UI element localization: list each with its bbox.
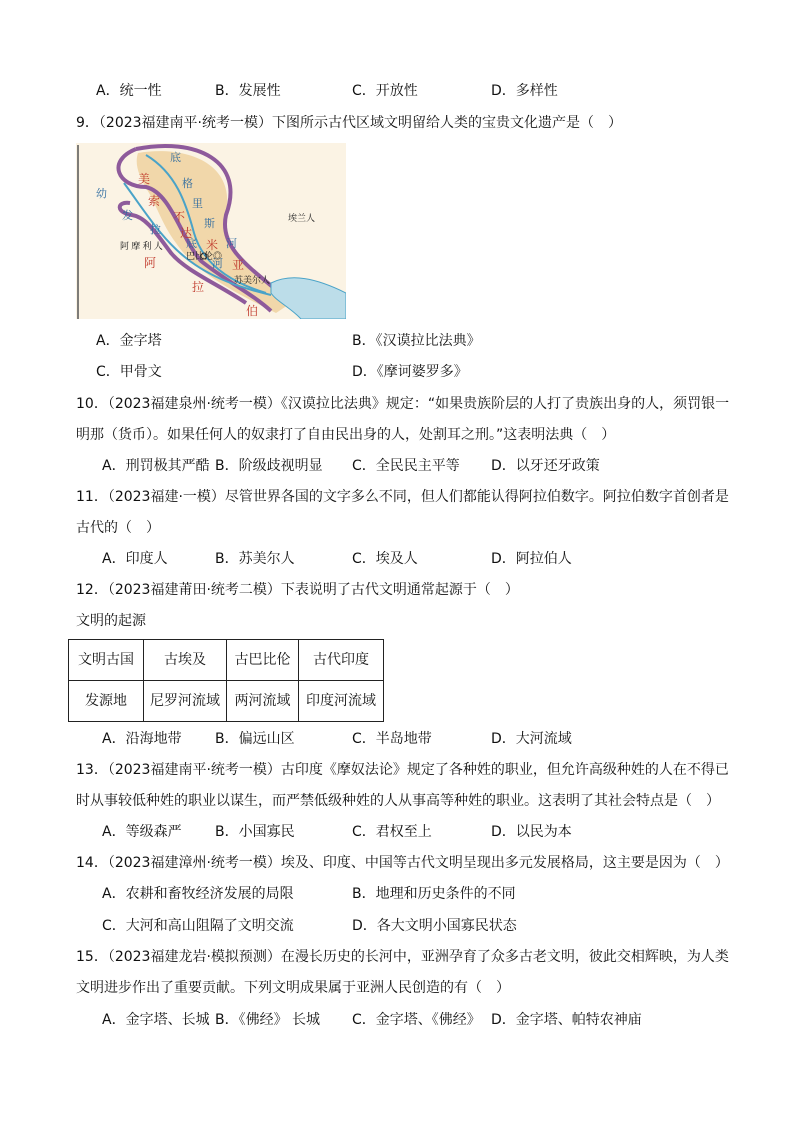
map-label-you: 幼	[96, 188, 107, 200]
q10-option-b: B．阶级歧视明显	[215, 458, 323, 474]
q10-option-c: C．全民民主平等	[352, 458, 460, 474]
civilization-origin-table	[68, 639, 384, 722]
map-label-di: 底	[170, 152, 181, 164]
q14-option-a: A．农耕和畜牧经济发展的局限	[102, 886, 294, 902]
q15-option-d: D．金字塔、帕特农神庙	[491, 1012, 642, 1028]
map-label-bo: 伯	[246, 304, 259, 318]
q15-option-b: B．《佛经》 长城	[215, 1012, 321, 1028]
table-cell: 印度河流域	[299, 681, 384, 722]
q14-option-b: B．地理和历史条件的不同	[352, 886, 516, 902]
map-label-a: 阿	[144, 256, 157, 270]
map-label-mei: 美	[138, 172, 151, 186]
table-row	[69, 681, 384, 722]
map-label-he2: 河	[212, 258, 223, 270]
table-cell: 文明古国	[69, 640, 144, 681]
q15-stem-line1: 15．（2023福建龙岩·模拟预测）在漫长历史的长河中，亚洲孕育了众多古老文明，彼此交相辉映，为人类	[76, 949, 729, 965]
q13-option-a: A．等级森严	[102, 824, 182, 840]
q15-stem-line2: 文明进步作出了重要贡献。下列文明成果属于亚洲人民创造的有（ ）	[76, 980, 510, 996]
q13-option-b: B．小国寡民	[215, 824, 295, 840]
q9-stem: 9．（2023福建南平·统考一模）下图所示古代区域文明留给人类的宝贵文化遗产是（ ）	[76, 115, 622, 131]
q11-stem-line1: 11．（2023福建·一模）尽管世界各国的文字多么不同，但人们都能认得阿拉伯数字。阿拉伯数字首创者是	[76, 489, 729, 505]
q13-stem-line1: 13．（2023福建南平·统考一模）古印度《摩奴法论》规定了各种姓的职业，但允许高级种姓的人在不得已	[76, 762, 729, 778]
map-label-he: 河	[226, 238, 237, 250]
q10-stem-line2: 明那（货币）。如果任何人的奴隶打了自由民出身的人，处割耳之刑。”这表明法典（ ）	[76, 427, 616, 443]
q8-option-d: D．多样性	[491, 83, 558, 99]
map-label-elam: 埃兰人	[288, 213, 316, 223]
q8-option-b: B．发展性	[215, 83, 281, 99]
q13-option-c: C．君权至上	[352, 824, 432, 840]
q11-option-a: A．印度人	[102, 551, 168, 567]
q8-option-a: A．统一性	[96, 83, 162, 99]
table-cell: 古代印度	[299, 640, 384, 681]
q12-option-c: C．半岛地带	[352, 731, 432, 747]
table-cell: 古埃及	[144, 640, 227, 681]
q12-option-b: B．偏远山区	[215, 731, 295, 747]
map-label-sumer: 苏美尔人	[234, 275, 271, 285]
q14-option-d: D．各大文明小国寡民状态	[352, 918, 517, 934]
q12-option-d: D．大河流域	[491, 731, 572, 747]
map-label-amorite: 阿 摩 利 人	[120, 241, 163, 251]
map-label-ya: 亚	[232, 258, 245, 272]
q14-stem: 14．（2023福建漳州·统考一模）埃及、印度、中国等古代文明呈现出多元发展格局，这主要是因为（ ）	[76, 855, 729, 871]
table-row	[69, 640, 384, 681]
q9-option-c: C．甲骨文	[96, 364, 162, 380]
map-label-la2: 拉	[192, 280, 205, 294]
table-cell: 尼罗河流域	[144, 681, 227, 722]
map-label-ge: 格	[182, 178, 193, 190]
map-label-mi: 米	[206, 238, 219, 252]
map-label-da: 达	[180, 226, 193, 240]
q12-table-title: 文明的起源	[76, 613, 146, 629]
map-label-li: 里	[192, 198, 203, 210]
q9-option-a: A．金字塔	[96, 333, 162, 349]
q11-stem-line2: 古代的（ ）	[76, 520, 160, 536]
q9-option-b: B．《汉谟拉比法典》	[352, 333, 481, 349]
q13-option-d: D．以民为本	[491, 824, 572, 840]
q8-option-c: C．开放性	[352, 83, 418, 99]
q9-option-d: D．《摩诃婆罗多》	[352, 364, 468, 380]
map-label-si: 斯	[204, 218, 215, 230]
q10-option-a: A．刑罚极其严酷	[102, 458, 210, 474]
table-cell: 古巴比伦	[227, 640, 299, 681]
map-label-la: 拉	[150, 224, 161, 236]
map-svg	[76, 143, 346, 319]
q12-option-a: A．沿海地带	[102, 731, 182, 747]
q10-stem-line1: 10．（2023福建泉州·统考一模）《汉谟拉比法典》规定：“如果贵族阶层的人打了贵族出身的人，须罚银一	[76, 396, 730, 412]
q15-option-c: C．金字塔、《佛经》	[352, 1012, 481, 1028]
q10-option-d: D．以牙还牙政策	[491, 458, 600, 474]
map-label-fa: 发	[122, 210, 133, 222]
mesopotamia-map	[76, 143, 346, 319]
q11-option-b: B．苏美尔人	[215, 551, 295, 567]
map-label-di2: 底	[186, 238, 197, 250]
q12-stem: 12．（2023福建莆田·统考二模）下表说明了古代文明通常起源于（ ）	[76, 582, 519, 598]
q14-option-c: C．大河和高山阻隔了文明交流	[102, 918, 294, 934]
map-label-bu: 不	[173, 210, 186, 224]
table-cell: 发源地	[69, 681, 144, 722]
map-label-suo: 索	[148, 194, 161, 208]
q13-stem-line2: 时从事较低种姓的职业以谋生，而严禁低级种姓的人从事高等种姓的职业。这表明了其社会特点是（ ）	[76, 793, 720, 809]
q15-option-a: A．金字塔、长城	[102, 1012, 210, 1028]
q11-option-c: C．埃及人	[352, 551, 418, 567]
q11-option-d: D．阿拉伯人	[491, 551, 572, 567]
table-cell: 两河流域	[227, 681, 299, 722]
map-label-babylon: 巴比伦◎	[186, 251, 223, 261]
